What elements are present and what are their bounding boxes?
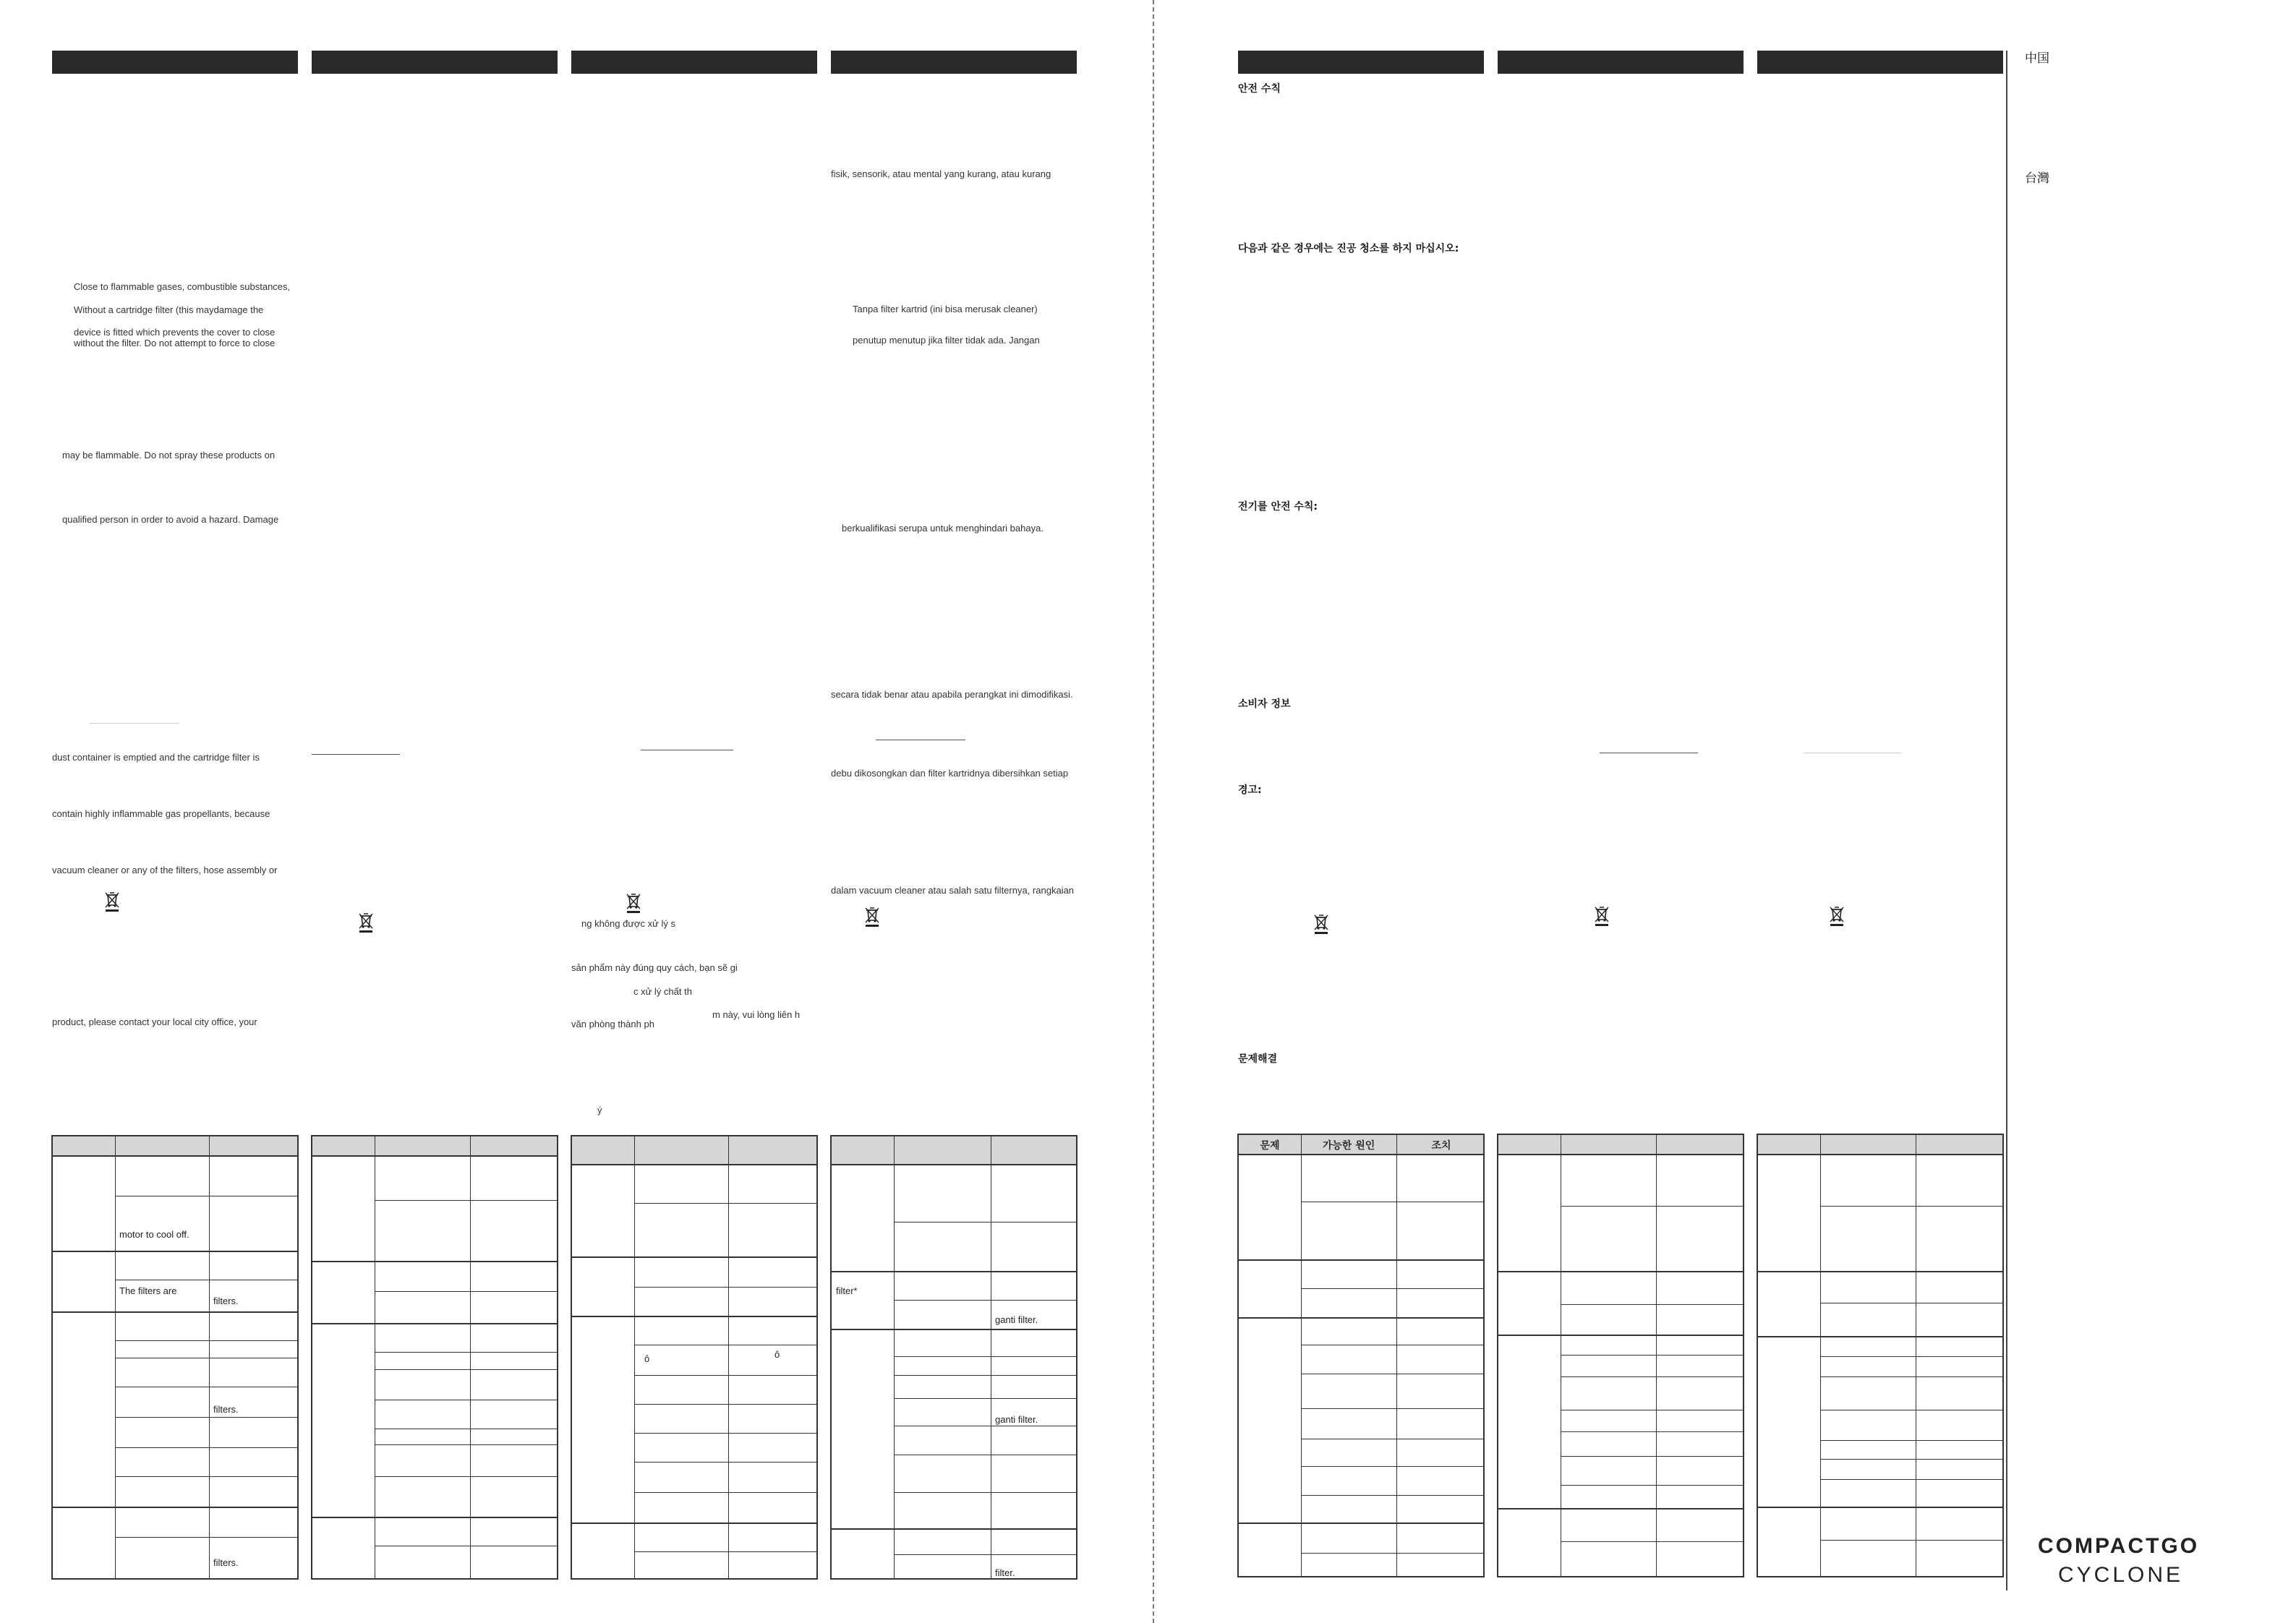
table-header — [572, 1136, 816, 1165]
table-cell: ganti filter. — [995, 1414, 1038, 1425]
section-header-bar-6 — [1498, 51, 1744, 74]
col4-text-3: penutup menutup jika filter tidak ada. Jangan — [853, 335, 1040, 346]
table-header — [53, 1136, 297, 1157]
col5-heading-safety: 안전 수칙 — [1238, 83, 1281, 95]
col4-text-6: debu dikosongkan dan filter kartridnya dibersihkan setiap — [831, 768, 1069, 779]
col4-text-4: berkualifikasi serupa untuk menghindari bahaya. — [842, 523, 1044, 534]
col1-text-5: may be flammable. Do not spray these products on — [62, 450, 276, 461]
col1-rule — [90, 723, 179, 724]
weee-icon — [1313, 913, 1330, 935]
col5-heading-do-not-vacuum: 다음과 같은 경우에는 진공 청소를 하지 마십시오: — [1238, 243, 1459, 254]
section-header-bar-5 — [1238, 51, 1484, 74]
troubleshooting-table-6 — [1497, 1134, 1744, 1577]
troubleshooting-table-3 — [571, 1135, 818, 1580]
brand-logo-line2: CYCLONE — [2058, 1563, 2184, 1587]
troubleshooting-table-1 — [51, 1135, 299, 1580]
section-header-bar-2 — [312, 51, 558, 74]
col5-heading-troubleshooting: 문제해결 — [1238, 1053, 1278, 1065]
col3-text-2: sản phẩm này đúng quy cách, bạn sẽ gi — [571, 962, 738, 973]
col5-heading-warning: 경고: — [1238, 784, 1262, 796]
col4-text-5: secara tidak benar atau apabila perangkat ini dimodifikasi. — [831, 689, 1073, 700]
col4-text-2: Tanpa filter kartrid (ini bisa merusak cleaner) — [853, 304, 1038, 314]
table-header — [1758, 1135, 2002, 1155]
table-header — [312, 1136, 557, 1157]
col1-text-8: contain highly inflammable gas propellants, because — [52, 808, 270, 819]
table-cell: filter. — [995, 1567, 1015, 1578]
troubleshooting-table-7 — [1757, 1134, 2004, 1577]
table-cell: ô — [774, 1349, 780, 1360]
column-separator — [2006, 51, 2007, 1590]
table-header — [1498, 1135, 1743, 1155]
table-header-problem: 문제 — [1260, 1140, 1280, 1152]
weee-icon — [1828, 905, 1845, 927]
col2-rule — [312, 754, 400, 755]
col1-text-9: vacuum cleaner or any of the filters, hose assembly or — [52, 865, 278, 875]
table-cell: motor to cool off. — [119, 1229, 189, 1240]
col1-text-7: dust container is emptied and the cartridge filter is — [52, 752, 260, 763]
col1-text-1: Close to flammable gases, combustible substances, — [74, 281, 291, 292]
troubleshooting-table-5 — [1237, 1134, 1485, 1577]
table-cell: ganti filter. — [995, 1314, 1038, 1325]
table-cell: ô — [644, 1353, 650, 1364]
weee-icon — [625, 892, 642, 914]
table-header-action: 조치 — [1431, 1140, 1451, 1152]
side-label-china: 中国 — [2025, 51, 2049, 66]
col1-text-4: without the filter. Do not attempt to force to close — [74, 338, 276, 348]
brand-logo-line1: COMPACTGO — [2038, 1534, 2200, 1558]
col3-text-3: c xử lý chất th — [633, 986, 692, 997]
col5-heading-consumer-info: 소비자 정보 — [1238, 698, 1291, 710]
weee-icon — [863, 906, 881, 928]
table-cell: filters. — [213, 1404, 239, 1415]
side-label-taiwan: 台灣 — [2025, 171, 2049, 186]
table-header-cause: 가능한 원인 — [1322, 1140, 1375, 1152]
section-header-bar-4 — [831, 51, 1077, 74]
col1-text-10: product, please contact your local city office, your — [52, 1016, 257, 1027]
table-cell: The filters are — [119, 1285, 177, 1296]
table-cell: filters. — [213, 1296, 239, 1306]
weee-icon — [357, 912, 375, 933]
fold-line — [1153, 0, 1154, 1623]
col1-text-2: Without a cartridge filter (this maydamage the — [74, 304, 264, 315]
col1-text-6: qualified person in order to avoid a hazard. Damage — [62, 514, 279, 525]
troubleshooting-table-2 — [311, 1135, 558, 1580]
col4-text-7: dalam vacuum cleaner atau salah satu filternya, rangkaian — [831, 885, 1075, 896]
col4-text-1: fisik, sensorik, atau mental yang kurang, atau kurang — [831, 168, 1051, 179]
col3-text-6: ý — [597, 1105, 602, 1115]
col3-text-5: văn phòng thành ph — [571, 1019, 654, 1029]
weee-icon — [103, 891, 121, 912]
table-cell: filters. — [213, 1557, 239, 1568]
section-header-bar-3 — [571, 51, 817, 74]
table-cell: filter* — [836, 1285, 858, 1296]
section-header-bar-7 — [1757, 51, 2003, 74]
col1-text-3: device is fitted which prevents the cover to close — [74, 327, 276, 338]
weee-icon — [1593, 905, 1610, 927]
col3-text-4: m này, vui lòng liên h — [712, 1009, 801, 1020]
table-header — [832, 1136, 1076, 1165]
col3-text-1: ng không được xử lý s — [581, 918, 675, 929]
troubleshooting-table-4 — [830, 1135, 1077, 1580]
section-header-bar-1 — [52, 51, 298, 74]
col5-heading-electrical: 전기를 안전 수칙: — [1238, 501, 1318, 513]
